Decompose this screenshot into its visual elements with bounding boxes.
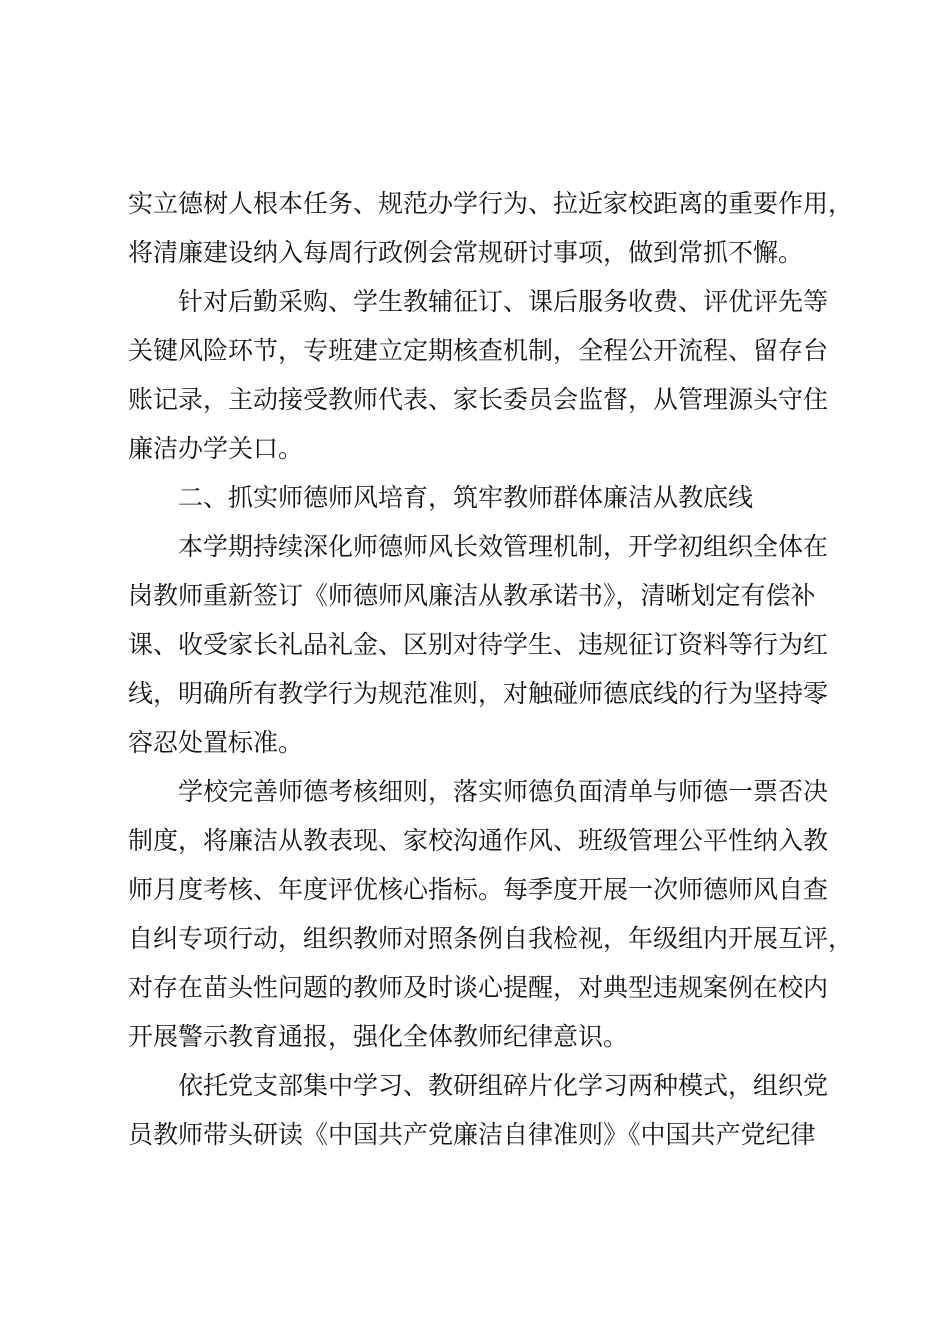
text-line: 师月度考核、年度评优核心指标。每季度开展一次师德师风自查 <box>128 875 829 904</box>
text-line: 对存在苗头性问题的教师及时谈心提醒，对典型违规案例在校内 <box>128 973 829 1002</box>
text-line: 开展警示教育通报，强化全体教师纪律意识。 <box>128 1022 629 1051</box>
text-line: 关键风险环节，专班建立定期核查机制，全程公开流程、留存台 <box>128 336 829 365</box>
paragraph-start-line: 本学期持续深化师德师风长效管理机制，开学初组织全体在 <box>178 532 829 561</box>
text-line: 岗教师重新签订《师德师风廉洁从教承诺书》，清晰划定有偿补 <box>128 581 816 610</box>
text-line: 制度，将廉洁从教表现、家校沟通作风、班级管理公平性纳入教 <box>128 826 829 855</box>
text-line: 廉洁办学关口。 <box>128 434 304 463</box>
document-body <box>128 179 854 1159</box>
section-heading: 二、抓实师德师风培育，筑牢教师群体廉洁从教底线 <box>178 483 754 512</box>
text-line: 账记录，主动接受教师代表、家长委员会监督，从管理源头守住 <box>128 385 829 414</box>
paragraph-start-line: 针对后勤采购、学生教辅征订、课后服务收费、评优评先等 <box>178 287 829 316</box>
text-line: 将清廉建设纳入每周行政例会常规研讨事项，做到常抓不懈。 <box>128 238 804 267</box>
text-line: 课、收受家长礼品礼金、区别对待学生、违规征订资料等行为红 <box>128 630 829 659</box>
text-line: 员教师带头研读《中国共产党廉洁自律准则》《中国共产党纪律 <box>128 1120 816 1149</box>
text-line: 自纠专项行动，组织教师对照条例自我检视，年级组内开展互评， <box>128 924 854 953</box>
paragraph-start-line: 学校完善师德考核细则，落实师德负面清单与师德一票否决 <box>178 777 829 806</box>
text-line: 实立德树人根本任务、规范办学行为、拉近家校距离的重要作用， <box>128 189 854 218</box>
paragraph-start-line: 依托党支部集中学习、教研组碎片化学习两种模式，组织党 <box>178 1071 829 1100</box>
text-line: 线，明确所有教学行为规范准则，对触碰师德底线的行为坚持零 <box>128 679 829 708</box>
text-line: 容忍处置标准。 <box>128 728 304 757</box>
